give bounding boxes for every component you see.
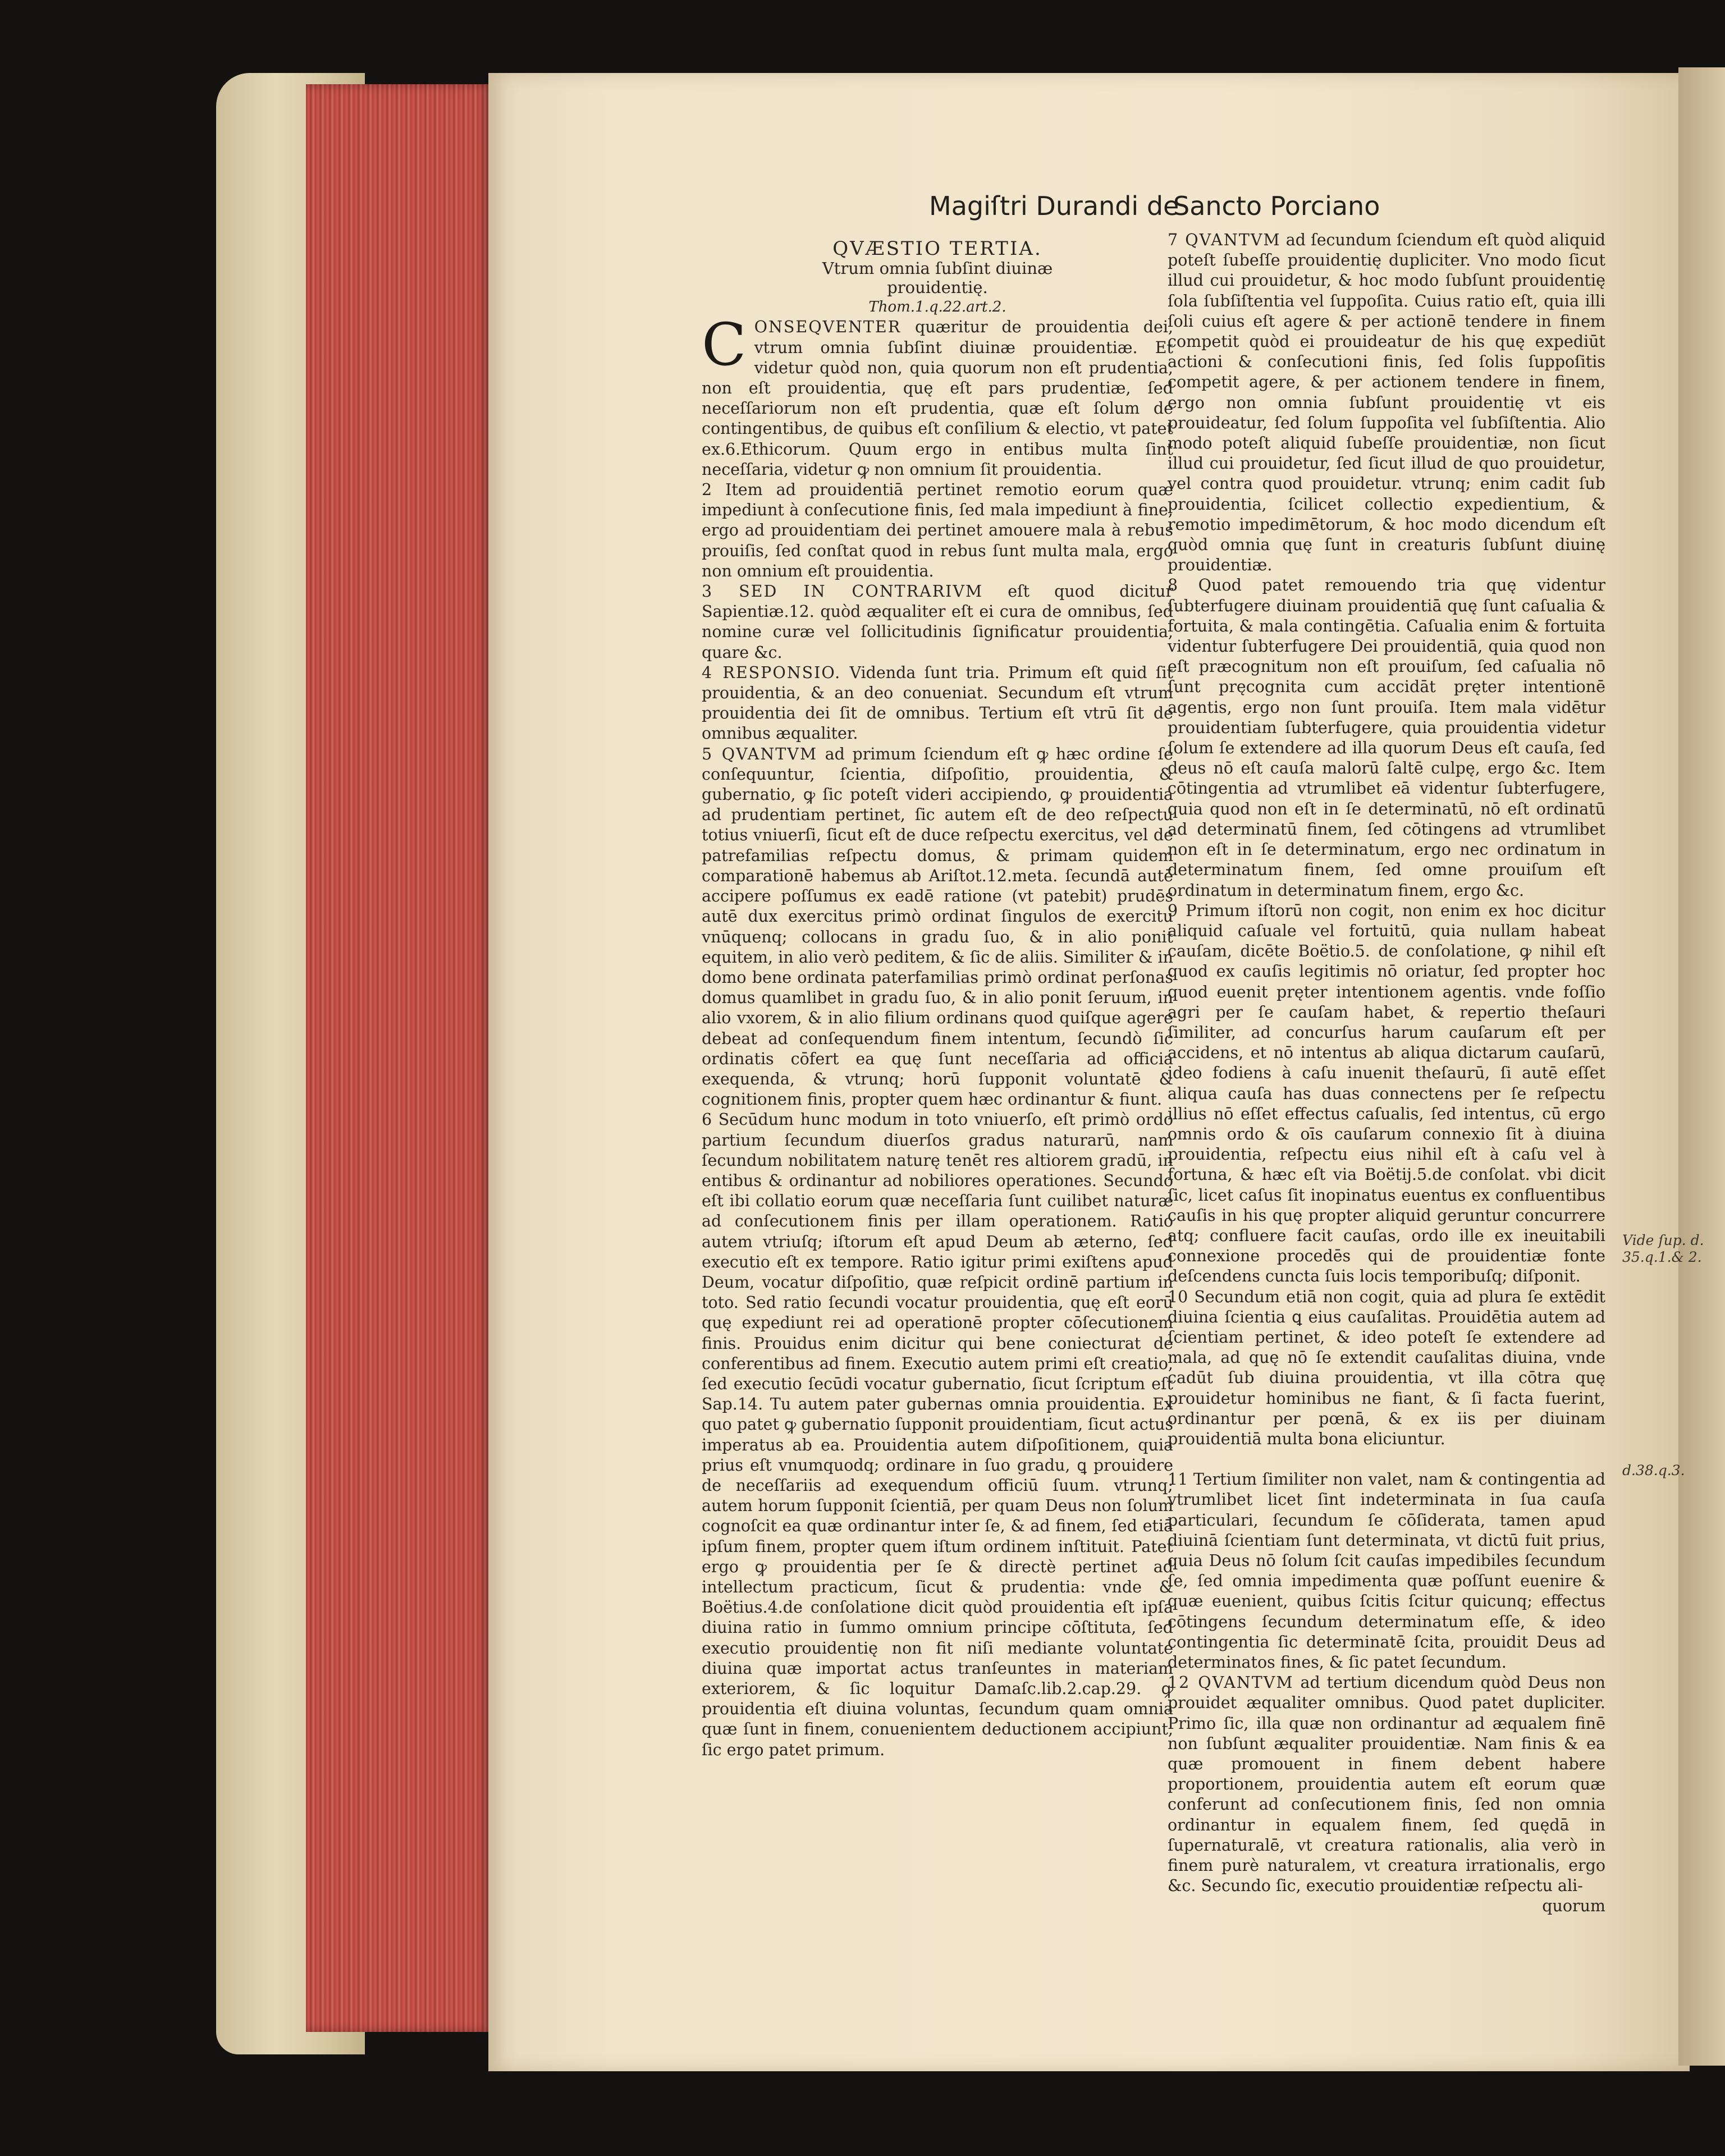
paragraph-1 — [702, 310, 1173, 480]
paragraph-4-lead: 4 RESPONSIO. — [702, 663, 841, 682]
paragraph-1-text: quæritur de prouidentia dei, vtrum omnia ſubſint diuinæ prouidentiæ. Et videtur quòd non, quia quorum non eſt prudentia, non eſt prouidentia, quę eſt pars prudentiæ, ſed neceſſariorum non eſt prudentia, quæ eſt ſolum de contingentibus, de quibus eſt conſilium & electio, vt patet ex.6.Ethicorum. Quum ergo in entibus multa ſint neceſſaria, videtur ꝙ non omnium ſit prouidentia. — [702, 318, 1173, 479]
question-subtitle-1: Vtrum omnia ſubſint diuinæ — [822, 259, 1053, 278]
paragraph-12-text: ad tertium dicendum quòd Deus non prouidet æqualiter omnibus. Quod patet dupliciter. Primo ſic, illa quæ non ordinantur ad æqualem finē non ſubſunt æqualiter prouidentiæ. Nam finis & ea quæ promouent in finem debent habere proportionem, prouidentia autem eſt eorum quæ conferunt ad conſecutionem finis, ſed non omnia ordinantur in equalem finem, ſed quędā in ſupernaturalē, vt creatura rationalis, alia verò in finem purè naturalem, vt creatura irrationalis, ergo &c. Secundo ſic, executio prouidentiæ reſpectu ali- — [1168, 1673, 1605, 1896]
paragraph-7-lead: 7 QVANTVM — [1168, 231, 1281, 249]
paragraph-1-lead: ONSEQVENTER — [754, 318, 902, 337]
paragraph-5-lead: 5 QVANTVM — [702, 744, 818, 763]
left-column — [702, 239, 1173, 1760]
paragraph-8: 8 Quod patet remouendo tria quę videntur ſubterfugere diuinam prouidentiā quę ſunt caſualia & fortuita, & mala contingētia. Caſualia enim & fortuita videntur ſubterfugere Dei prouidentiā, quia quod non eſt præcognitum non eſt prouiſum, ſed caſualia nō ſunt pręcognita cum accidāt pręter intentionē agentis, ergo non ſunt prouiſa. Item mala vidētur prouidentiam ſubterfugere, quia prouidentia videtur ſolum ſe extendere ad illa quorum Deus eſt cauſa, ſed deus nō eſt cauſa malorū ſaltē culpę, ergo &c. Item cōtingentia ad vtrumlibet eā videntur ſubterfugere, quia quod non eſt in ſe determinatū, nō eſt ordinatū ad determinatū finem, ſed cōtingens ad vtrumlibet non eſt in ſe determinatum, ergo nec ordinatum in determinatum finem, ſed omne prouiſum eſt ordinatum in determinatum finem, ergo &c. — [1168, 576, 1605, 900]
margin-note-1 — [1622, 1232, 1704, 1266]
paragraph-12-lead: 12 QVANTVM — [1168, 1673, 1294, 1692]
paragraph-4-text: Videnda ſunt tria. Primum eſt quid ſit prouidentia, & an deo conueniat. Secundum eſt vtrum prouidentia dei ſit de omnibus. Tertium eſt vtrū ſit de omnibus æqualiter. — [702, 663, 1174, 743]
question-reference: Thom.1.q.22.art.2. — [868, 299, 1006, 316]
red-page-edges — [306, 84, 491, 2032]
question-subtitle-2: prouidentię. — [887, 278, 988, 297]
paragraph-11: 11 Tertium ſimiliter non valet, nam & contingentia ad vtrumlibet licet ſint indeterminata in ſua cauſa particulari, ſecundum ſe cōſiderata, tamen apud diuinā ſcientiam ſunt determinata, vt dictū fuit prius, quia Deus nō ſolum ſcit cauſas impedibiles ſecundum ſe, ſed omnia impedimenta quæ poſſunt euenire & quæ euenient, quibus ſcitis ſcitur quicunq; effectus cōtingens ſecundum determinatum eſſe, & ideo contingentia ſic determinatē ſcita, prouidit Deus ad determinatos fines, & ſic patet ſecundum. — [1168, 1470, 1605, 1672]
margin-note-2: d.38.q.3. — [1622, 1462, 1685, 1478]
paragraph-5 — [702, 744, 1173, 1110]
margin-note-1-line-1: Vide ſup. d. — [1622, 1232, 1704, 1248]
right-column — [1168, 230, 1605, 1917]
margin-note-1-line-2: 35.q.1.& 2. — [1622, 1249, 1702, 1265]
running-head-left: Magiſtri Durandi de — [929, 191, 1179, 221]
paragraph-6: 6 Secūdum hunc modum in toto vniuerſo, eſt primò ordo partium ſecundum diuerſos gradus naturarū, nam ſecundum nobilitatem naturę tenēt res altiorem gradū, in entibus & ordinantur ad nobiliores operationes. Secundo eſt ibi collatio eorum quæ neceſſaria ſunt cuilibet naturæ ad conſecutionem finis per illam operationem. Ratio autem vtriuſq; iſtorum eſt apud Deum ab æterno, ſed executio eſt ex tempore. Ratio igitur primi exiſtens apud Deum, vocatur diſpoſitio, quæ reſpicit ordinē partium in toto. Sed ratio ſecundi vocatur prouidentia, quę eſt eorū quę expediunt rei ad operationē propter cōſecutionem finis. Prouidus enim dicitur qui bene coniecturat de conferentibus ad finem. Executio autem primi eſt creatio, ſed executio ſecūdi vocatur gubernatio, ſicut ſcriptum eſt Sap.14. Tu autem pater gubernas omnia prouidentia. Ex quo patet ꝙ gubernatio ſupponit prouidentiam, ſicut actus imperatus ab ea. Prouidentia autem diſpoſitionem, quia prius eſt vnumquodq; ordinare in ſuo gradu, ꝗ prouidere de neceſſariis ad exequendum officiū ſuum. vtrunq; autem horum ſupponit ſcientiā, per quam Deus non ſolum cognoſcit ea quæ ordinantur inter ſe, & ad finem, ſed etiā ipſum finem, propter quem iſtum ordinem inſtituit. Patet ergo ꝙ prouidentia per ſe & directè pertinet ad intellectum practicum, ſicut & prudentia: vnde & Boëtius.4.de conſolatione dicit quòd prouidentia eſt ipſa diuina ratio in ſummo omnium principe cōſtituta, ſed executio prouidentię non fit niſi mediante voluntate diuina quæ importat actus tranſeuntes in materiam exteriorem, & ſic loquitur Damaſc.lib.2.cap.29. ꝙ prouidentia eſt diuina voluntas, ſecundum quam omnia quæ ſunt in finem, conuenientem deductionem accipiunt, ſic ergo patet primum. — [702, 1110, 1173, 1759]
paragraph-4 — [702, 663, 1173, 744]
running-head-right: Sancto Porciano — [1173, 191, 1380, 221]
question-title: QVÆSTIO TERTIA. — [832, 237, 1042, 260]
paragraph-12 — [1168, 1673, 1605, 1896]
drop-capital: C — [702, 310, 747, 379]
paragraph-2: 2 Item ad prouidentiā pertinet remotio eorum quæ impediunt à conſecutione finis, ſed mala impediunt à fine, ergo ad prouidentiam dei pertinet amouere mala à rebus prouiſis, ſed conſtat quod in rebus ſunt multa mala, ergo non omnium eſt prouidentia. — [702, 480, 1173, 580]
paragraph-gap — [1168, 1449, 1605, 1470]
catchword: quorum — [1542, 1897, 1605, 1916]
paragraph-3-text: eſt quod dicitur Sapientiæ.12. quòd æqualiter eſt ei cura de omnibus, ſed nomine curæ vel ſollicitudinis ſignificatur prouidentia, quare &c. — [702, 582, 1174, 662]
paragraph-3-lead: 3 SED IN CONTRARIVM — [702, 582, 983, 601]
paragraph-7 — [1168, 230, 1605, 575]
paragraph-7-text: ad ſecundum ſciendum eſt quòd aliquid poteſt ſubeſſe prouidentię dupliciter. Vno modo ſicut illud cui prouidetur, & hoc modo ſubſunt prouidentię ſola ſubſiſtentia vel ſuppoſita. Cuius ratio eſt, quia illi ſoli cuius eſt agere & per actionē tendere in finem competit quòd ei prouideatur de his quę expediūt actioni & conſecutioni finis, ſed ſolis ſuppoſitis competit agere, & per actionem tendere in finem, ergo non omnia ſubſunt prouidentię vt eis prouideatur, ſed ſolum ſuppoſita vel ſubſiſtentia. Alio modo poteſt aliquid ſubeſſe prouidentiæ, non ſicut illud cui prouidetur, ſed ſicut illud de quo prouidetur, vel contra quod prouidetur. vtrunq; enim cadit ſub prouidentia, ſcilicet collectio expedientium, & remotio impedimētorum, & hoc modo dicendum eſt quòd omnia quę ſunt in creaturis ſubſunt diuinę prouidentiæ. — [1168, 231, 1605, 575]
paragraph-3 — [702, 582, 1173, 663]
facing-page-edge — [1678, 67, 1725, 2066]
paragraph-9: 9 Primum iſtorū non cogit, non enim ex hoc dicitur aliquid caſuale vel fortuitū, quia nullam habeat cauſam, dicēte Boëtio.5. de conſolatione, ꝙ nihil eſt quod ex cauſis legitimis nō oriatur, ſed propter hoc quod euenit pręter intentionem agentis. vnde foſſio agri per ſe cauſam habet, & repertio theſauri ſimiliter, ad concurſus harum cauſarum eſt per accidens, et nō intentus ab aliqua dictarum cauſarū, ideo fodiens à caſu inuenit theſaurū, ſi autē eſſet aliqua cauſa has duas connectens per ſe reſpectu illius nō eſſet effectus caſualis, ſed intentus, cū ergo omnis ordo & oīs cauſarum connexio ſit à diuina prouidentia, reſpectu eius nihil eſt à caſu vel à fortuna, & hæc eſt via Boëtij.5.de conſolat. vbi dicit ſic, licet caſus ſit inopinatus euentus ex confluentibus cauſis in his quę propter aliquid geruntur concurrere atq; confluere facit cauſas, ordo ille ex ineuitabili connexione procedēs qui de prouidentiæ fonte deſcendens cuncta ſuis locis temporibuſq; diſponit. — [1168, 901, 1605, 1286]
paragraph-10: 10 Secundum etiā non cogit, quia ad plura ſe extēdit diuina ſcientia ꝗ eius cauſalitas. Prouidētia autem ad ſcientiam pertinet, & ideo poteſt ſe extendere ad mala, ad quę nō ſe extendit cauſalitas diuina, vnde cadūt ſub diuina prouidentia, vt illa cōtra quę prouidetur hominibus ne fiant, & ſi facta fuerint, ordinantur per pœnā, & ex iis per diuinam prouidentiā multa bona eliciuntur. — [1168, 1287, 1605, 1448]
paragraph-5-text: ad primum ſciendum eſt ꝙ hæc ordine ſe conſequuntur, ſcientia, diſpoſitio, prouidentia, & gubernatio, ꝙ ſic poteſt videri accipiendo, ꝙ prouidentia ad prudentiam pertinet, ſic autem eſt de deo reſpectu totius vniuerſi, ſicut eſt de duce reſpectu exercitus, vel de patrefamilias reſpectu domus, & primam quidem comparationē habemus ab Ariſtot.12.meta. ſecundā autē accipere poſſumus ex eadē ratione (vt patebit) prudēs autē dux exercitus primò ordinat ſingulos de exercitu vnūquenq; collocans in gradu ſuo, & in alio ponit equitem, in alio verò peditem, & ſic de aliis. Similiter & in domo bene ordinata paterfamilias primò ordinat perſonas domus quamlibet in gradu ſuo, & in alio ponit ſeruum, in alio vxorem, & in alio filium ordinans quod quiſque agere debeat ad conſequendum finem intentum, ſecundò ſic ordinatis cōfert ea quę ſunt neceſſaria ad officia exequenda, & vtrunq; horū ſupponit voluntatē & cognitionem finis, propter quem hæc ordinantur & fiunt. — [702, 744, 1173, 1109]
